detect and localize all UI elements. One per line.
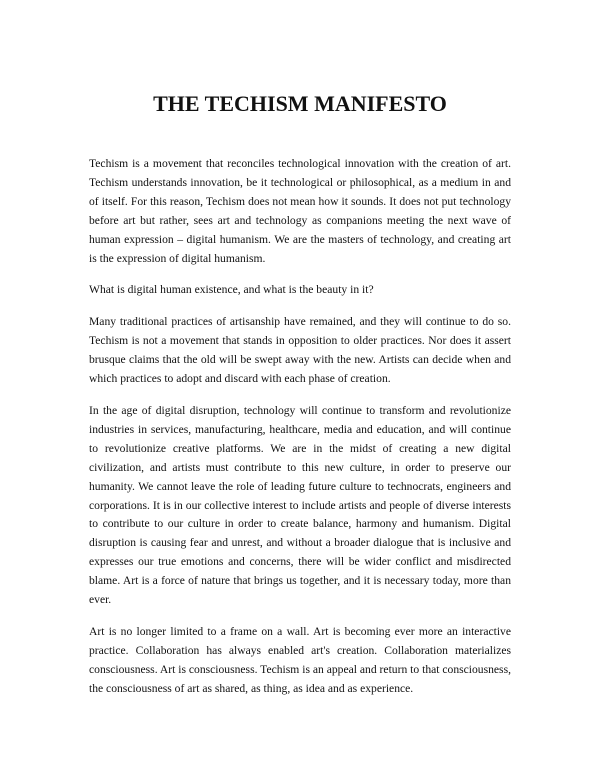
paragraph-traditional-practices: Many traditional practices of artisanship have remained, and they will continue to do so. Techism is not a movement that stands in opposition to older practices. Nor does it assert brusque claims that the old will be swept away with the new. Artists can decide when and which practices to adopt and discard with each phase of creation. <box>89 315 511 386</box>
document-title: THE TECHISM MANIFESTO <box>153 91 447 116</box>
paragraph-question: What is digital human existence, and what is the beauty in it? <box>89 283 374 297</box>
paragraph-digital-disruption: In the age of digital disruption, technology will continue to transform and revolutionize industries in services, manufacturing, healthcare, media and education, and will continue to revolutionize creative platforms. We are in the midst of creating a new digital civilization, and artists must contribute to this new culture, in order to preserve our humanity. We cannot leave the role of leading future culture to technocrats, engineers and corporations. It is in our collective interest to include artists and people of diverse interests to contribute to our culture in order to create balance, harmony and humanism. Digital disruption is causing fear and unrest, and without a broader dialogue that is inclusive and expresses our true emotions and concerns, there will be wider conflict and misdirected blame. Art is a force of nature that brings us together, and it is necessary today, more than ever. <box>89 403 511 607</box>
paragraph-intro: Techism is a movement that reconciles technological innovation with the creation of art. Techism understands innovation, be it technological or philosophical, as a medium in and of itself. For this reason, Techism does not mean how it sounds. It does not put technology before art but rather, sees art and technology as companions meeting the next wave of human expression – digital humanism. We are the masters of technology, and creating art is the expression of digital humanism. <box>89 157 511 265</box>
document-body <box>89 155 511 712</box>
paragraph-art-consciousness: Art is no longer limited to a frame on a wall. Art is becoming ever more an interactive practice. Collaboration has always enabled art's creation. Collaboration materializes consciousness. Art is consciousness. Techism is an appeal and return to that consciousness, the consciousness of art as shared, as thing, as idea and as experience. <box>89 624 511 695</box>
